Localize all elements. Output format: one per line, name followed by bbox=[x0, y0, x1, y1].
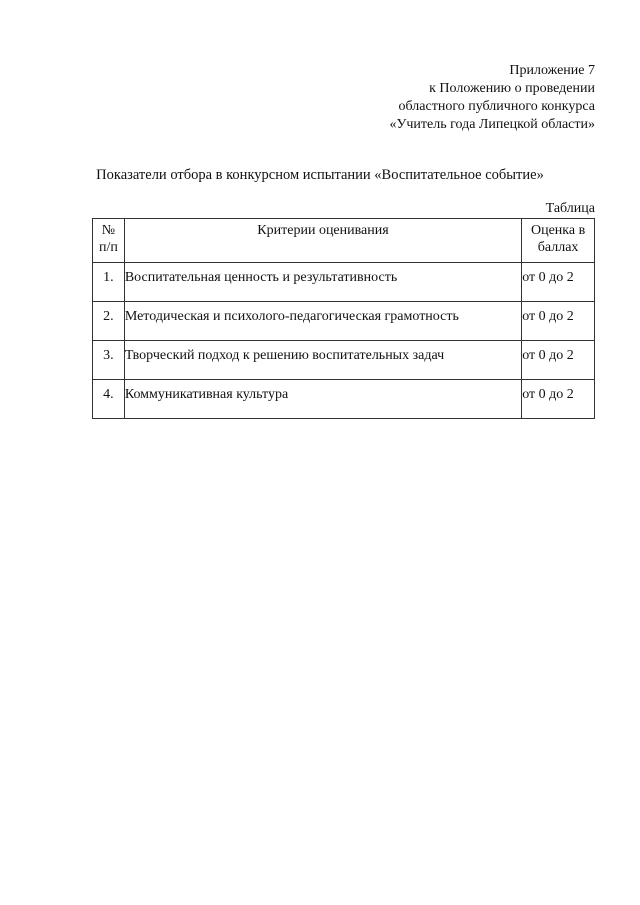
header-number-symbol: № bbox=[101, 223, 116, 238]
row-criterion: Творческий подход к решению воспитательных задач bbox=[124, 341, 521, 380]
row-criterion: Методическая и психолого-педагогическая грамотность bbox=[124, 302, 521, 341]
header-number bbox=[93, 219, 125, 263]
row-criterion: Коммуникативная культура bbox=[124, 380, 521, 419]
appendix-number: Приложение 7 bbox=[509, 63, 595, 78]
criteria-table bbox=[92, 218, 595, 419]
header-score-line1: Оценка в bbox=[530, 223, 586, 238]
row-score: от 0 до 2 bbox=[522, 341, 595, 380]
header-score bbox=[522, 219, 595, 263]
row-number: 2. bbox=[93, 302, 125, 341]
appendix-contest-name: «Учитель года Липецкой области» bbox=[389, 117, 595, 132]
header-number-abbr: п/п bbox=[98, 240, 118, 255]
appendix-block bbox=[295, 62, 595, 134]
table-row bbox=[93, 263, 595, 302]
row-score: от 0 до 2 bbox=[522, 263, 595, 302]
document-title: Показатели отбора в конкурсном испытании «Воспитательное событие» bbox=[96, 167, 544, 183]
table-label: Таблица bbox=[545, 201, 595, 216]
table-row bbox=[93, 302, 595, 341]
table-row bbox=[93, 341, 595, 380]
table-row bbox=[93, 380, 595, 419]
table-header-row bbox=[93, 219, 595, 263]
header-criteria bbox=[124, 219, 521, 263]
header-score-line2: баллах bbox=[537, 240, 579, 255]
appendix-reference: к Положению о проведении bbox=[429, 81, 595, 96]
header-criteria-label: Критерии оценивания bbox=[257, 223, 389, 238]
row-number: 3. bbox=[93, 341, 125, 380]
row-criterion: Воспитательная ценность и результативность bbox=[124, 263, 521, 302]
row-number: 1. bbox=[93, 263, 125, 302]
appendix-contest: областного публичного конкурса bbox=[398, 99, 595, 114]
row-score: от 0 до 2 bbox=[522, 302, 595, 341]
row-number: 4. bbox=[93, 380, 125, 419]
row-score: от 0 до 2 bbox=[522, 380, 595, 419]
